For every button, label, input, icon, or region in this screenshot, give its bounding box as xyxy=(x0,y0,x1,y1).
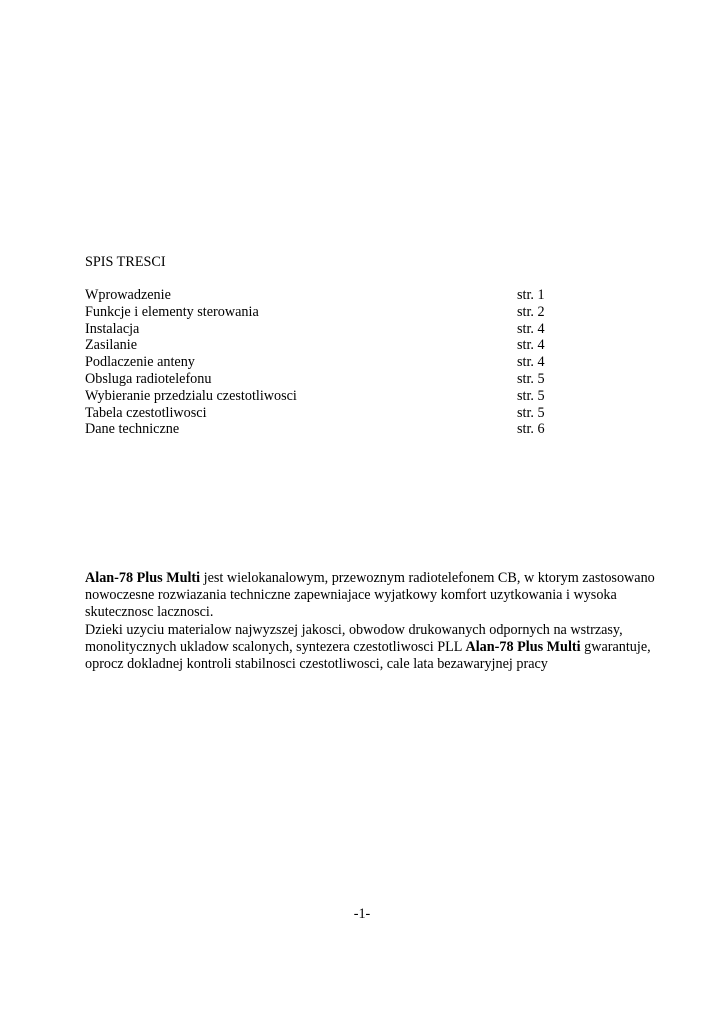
paragraph-text: Dzieki uzyciu materialow najwyzszej jakosci, obwodow drukowanych odpornych na wstrzasy, monolitycznych ukladow scalonych, syntezera czestotliwosci PLL xyxy=(85,621,623,655)
toc-row xyxy=(85,371,547,388)
table-of-contents xyxy=(85,287,547,438)
product-name: Alan-78 Plus Multi xyxy=(85,570,201,586)
toc-row xyxy=(85,421,547,438)
toc-row xyxy=(85,354,547,371)
toc-entry-label: Funkcje i elementy sterowania xyxy=(85,303,259,320)
toc-entry-page: str. 5 xyxy=(517,387,545,404)
toc-entry-page: str. 4 xyxy=(517,337,545,354)
toc-title: SPIS TRESCI xyxy=(85,254,166,270)
paragraph-text: gwarantuje, oprocz dokladnej kontroli stabilnosci czestotliwosci, cale lata bezawaryjnej pracy xyxy=(85,638,651,673)
toc-row xyxy=(85,405,547,422)
intro-paragraph-1 xyxy=(85,570,655,622)
intro-text xyxy=(85,570,655,673)
toc-row xyxy=(85,304,547,321)
toc-entry-page: str. 1 xyxy=(517,287,545,303)
toc-entry-label: Dane techniczne xyxy=(85,421,180,438)
toc-row xyxy=(85,321,547,338)
toc-entry-page: str. 4 xyxy=(517,320,545,337)
toc-entry-label: Podlaczenie anteny xyxy=(85,354,195,371)
toc-entry-page: str. 4 xyxy=(517,354,545,371)
toc-row xyxy=(85,337,547,354)
toc-entry-label: Tabela czestotliwosci xyxy=(85,404,207,421)
toc-row xyxy=(85,287,547,304)
intro-paragraph-2 xyxy=(85,622,655,674)
toc-entry-label: Wybieranie przedzialu czestotliwosci xyxy=(85,387,297,404)
toc-row xyxy=(85,388,547,405)
toc-entry-label: Wprowadzenie xyxy=(85,287,171,303)
toc-entry-label: Instalacja xyxy=(85,320,140,337)
toc-entry-page: str. 5 xyxy=(517,370,545,387)
paragraph-text: jest wielokanalowym, przewoznym radiotelefonem CB, w ktorym zastosowano nowoczesne rozwiazania techniczne zapewniajace wyjatkowy komfort uzytkowania i wysoka skutecznosc lacznosci. xyxy=(85,570,655,621)
toc-entry-page: str. 2 xyxy=(517,303,545,320)
toc-entry-page: str. 5 xyxy=(517,404,545,421)
toc-entry-label: Obsluga radiotelefonu xyxy=(85,370,212,387)
toc-entry-page: str. 6 xyxy=(517,421,545,438)
toc-entry-label: Zasilanie xyxy=(85,337,137,354)
page-number: -1- xyxy=(353,906,371,922)
product-name: Alan-78 Plus Multi xyxy=(465,638,581,655)
